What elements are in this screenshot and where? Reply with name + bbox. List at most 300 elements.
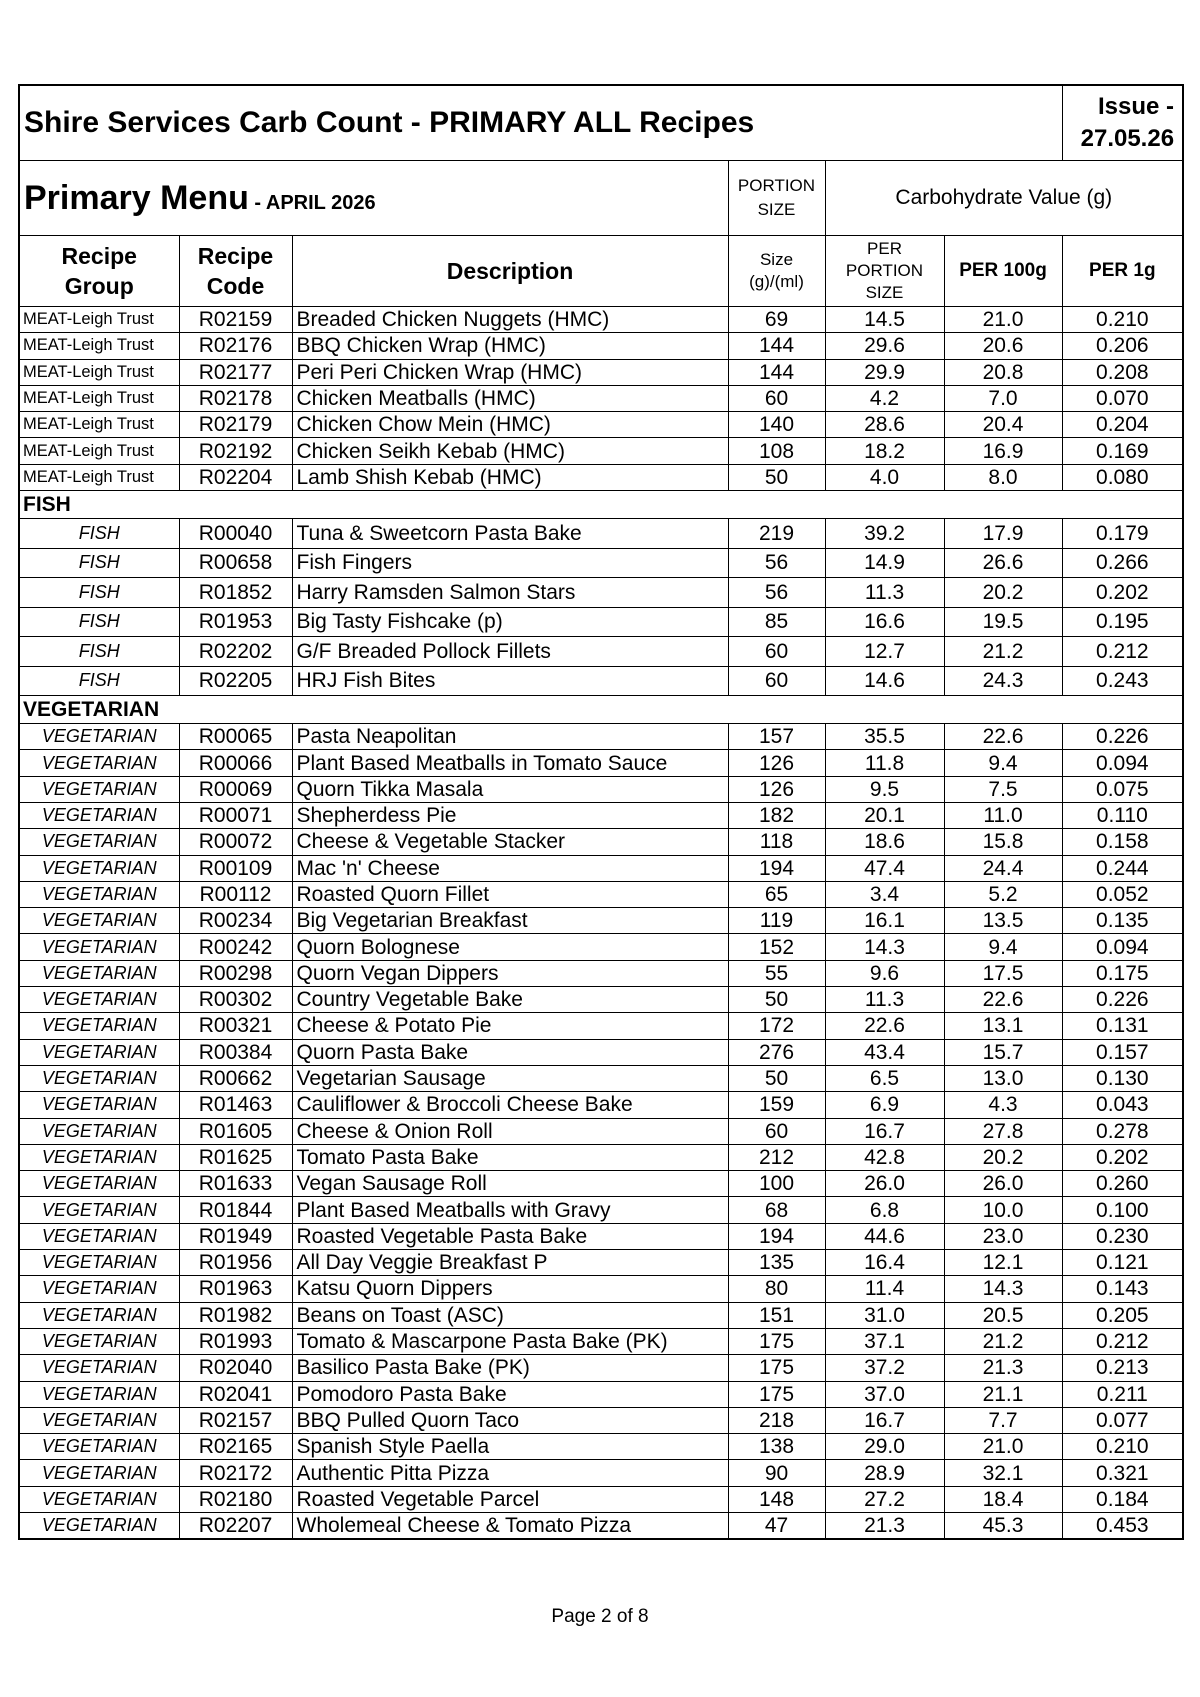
recipe-group-cell: VEGETARIAN	[19, 1013, 179, 1039]
size-cell: 126	[728, 750, 825, 776]
recipe-group-cell: VEGETARIAN	[19, 1223, 179, 1249]
per-100g-cell: 24.4	[944, 855, 1062, 881]
col-per-portion	[825, 236, 944, 307]
per-portion-cell: 11.3	[825, 578, 944, 608]
table-row	[19, 1276, 1183, 1302]
per-100g-cell: 23.0	[944, 1223, 1062, 1249]
description-cell: Shepherdess Pie	[292, 802, 728, 828]
recipe-code-cell: R01625	[179, 1144, 292, 1170]
per-1g-cell: 0.100	[1062, 1197, 1183, 1223]
per-portion-cell: 28.9	[825, 1460, 944, 1486]
description-cell: Basilico Pasta Bake (PK)	[292, 1355, 728, 1381]
size-cell: 172	[728, 1013, 825, 1039]
per-100g-cell: 17.9	[944, 519, 1062, 549]
size-cell: 118	[728, 829, 825, 855]
table-row	[19, 1092, 1183, 1118]
description-cell: Wholemeal Cheese & Tomato Pizza	[292, 1512, 728, 1539]
recipe-group-cell: MEAT-Leigh Trust	[19, 412, 179, 438]
title-row	[19, 85, 1183, 161]
per-100g-cell: 15.8	[944, 829, 1062, 855]
per-100g-cell: 21.1	[944, 1381, 1062, 1407]
per-1g-cell: 0.202	[1062, 1144, 1183, 1170]
per-1g-cell: 0.210	[1062, 307, 1183, 333]
col-recipe-group-l1: Recipe	[61, 243, 137, 269]
per-portion-cell: 29.0	[825, 1434, 944, 1460]
recipe-group-cell: VEGETARIAN	[19, 750, 179, 776]
description-cell: Beans on Toast (ASC)	[292, 1302, 728, 1328]
size-cell: 47	[728, 1512, 825, 1539]
per-1g-cell: 0.202	[1062, 578, 1183, 608]
per-portion-cell: 29.9	[825, 359, 944, 385]
table-row	[19, 1118, 1183, 1144]
col-description: Description	[292, 236, 728, 307]
per-portion-cell: 42.8	[825, 1144, 944, 1170]
per-portion-cell: 11.8	[825, 750, 944, 776]
table-row	[19, 464, 1183, 490]
table-row	[19, 1039, 1183, 1065]
description-cell: Pomodoro Pasta Bake	[292, 1381, 728, 1407]
size-cell: 55	[728, 960, 825, 986]
size-cell: 138	[728, 1434, 825, 1460]
description-cell: Authentic Pitta Pizza	[292, 1460, 728, 1486]
per-1g-cell: 0.169	[1062, 438, 1183, 464]
per-100g-cell: 9.4	[944, 750, 1062, 776]
recipe-group-cell: VEGETARIAN	[19, 1512, 179, 1539]
per-portion-cell: 37.2	[825, 1355, 944, 1381]
recipe-group-cell: FISH	[19, 548, 179, 578]
per-100g-cell: 26.0	[944, 1171, 1062, 1197]
recipe-group-cell: VEGETARIAN	[19, 802, 179, 828]
per-portion-cell: 16.1	[825, 908, 944, 934]
recipe-code-cell: R01953	[179, 607, 292, 637]
per-portion-cell: 16.7	[825, 1407, 944, 1433]
section-heading: FISH	[19, 491, 1183, 519]
per-1g-cell: 0.266	[1062, 548, 1183, 578]
col-recipe-group-l2: Group	[64, 273, 134, 299]
table-row	[19, 776, 1183, 802]
per-100g-cell: 20.8	[944, 359, 1062, 385]
per-1g-cell: 0.230	[1062, 1223, 1183, 1249]
description-cell: Tuna & Sweetcorn Pasta Bake	[292, 519, 728, 549]
description-cell: Plant Based Meatballs with Gravy	[292, 1197, 728, 1223]
per-portion-cell: 22.6	[825, 1013, 944, 1039]
size-cell: 140	[728, 412, 825, 438]
recipe-group-cell: VEGETARIAN	[19, 1302, 179, 1328]
description-cell: Big Tasty Fishcake (p)	[292, 607, 728, 637]
per-100g-cell: 22.6	[944, 724, 1062, 750]
description-cell: Country Vegetable Bake	[292, 987, 728, 1013]
table-row	[19, 607, 1183, 637]
table-row	[19, 385, 1183, 411]
per-100g-cell: 8.0	[944, 464, 1062, 490]
table-row	[19, 307, 1183, 333]
recipe-code-cell: R02040	[179, 1355, 292, 1381]
col-recipe-code-l2: Code	[206, 273, 265, 299]
size-cell: 159	[728, 1092, 825, 1118]
size-cell: 60	[728, 1118, 825, 1144]
description-cell: Big Vegetarian Breakfast	[292, 908, 728, 934]
per-portion-cell: 6.9	[825, 1092, 944, 1118]
description-cell: All Day Veggie Breakfast P	[292, 1250, 728, 1276]
per-100g-cell: 21.0	[944, 1434, 1062, 1460]
portion-line-2: SIZE	[757, 200, 796, 219]
recipe-group-cell: VEGETARIAN	[19, 1381, 179, 1407]
per-1g-cell: 0.321	[1062, 1460, 1183, 1486]
recipe-group-cell: VEGETARIAN	[19, 1486, 179, 1512]
per-1g-cell: 0.080	[1062, 464, 1183, 490]
description-cell: Quorn Bolognese	[292, 934, 728, 960]
size-cell: 212	[728, 1144, 825, 1170]
recipe-code-cell: R00321	[179, 1013, 292, 1039]
recipe-group-cell: VEGETARIAN	[19, 1328, 179, 1354]
per-portion-cell: 21.3	[825, 1512, 944, 1539]
recipe-group-cell: VEGETARIAN	[19, 960, 179, 986]
column-header-row	[19, 236, 1183, 307]
recipe-code-cell: R02172	[179, 1460, 292, 1486]
table-row	[19, 960, 1183, 986]
recipe-code-cell: R02179	[179, 412, 292, 438]
recipe-code-cell: R00112	[179, 881, 292, 907]
recipe-code-cell: R01963	[179, 1276, 292, 1302]
recipe-code-cell: R00298	[179, 960, 292, 986]
per-portion-cell: 20.1	[825, 802, 944, 828]
per-portion-cell: 16.4	[825, 1250, 944, 1276]
recipe-group-cell: VEGETARIAN	[19, 987, 179, 1013]
recipe-group-cell: VEGETARIAN	[19, 1434, 179, 1460]
per-100g-cell: 5.2	[944, 881, 1062, 907]
size-cell: 175	[728, 1381, 825, 1407]
description-cell: Fish Fingers	[292, 548, 728, 578]
per-1g-cell: 0.208	[1062, 359, 1183, 385]
per-portion-cell: 6.5	[825, 1065, 944, 1091]
recipe-group-cell: VEGETARIAN	[19, 829, 179, 855]
recipe-group-cell: MEAT-Leigh Trust	[19, 359, 179, 385]
per-1g-cell: 0.175	[1062, 960, 1183, 986]
per-portion-cell: 18.2	[825, 438, 944, 464]
per-1g-cell: 0.453	[1062, 1512, 1183, 1539]
table-row	[19, 1250, 1183, 1276]
per-portion-cell: 47.4	[825, 855, 944, 881]
table-row	[19, 359, 1183, 385]
table-row	[19, 1328, 1183, 1354]
recipe-group-cell: MEAT-Leigh Trust	[19, 438, 179, 464]
recipe-code-cell: R02207	[179, 1512, 292, 1539]
recipe-group-cell: FISH	[19, 607, 179, 637]
per-100g-cell: 45.3	[944, 1512, 1062, 1539]
per-1g-cell: 0.179	[1062, 519, 1183, 549]
table-row	[19, 1302, 1183, 1328]
description-cell: Roasted Quorn Fillet	[292, 881, 728, 907]
recipe-group-cell: VEGETARIAN	[19, 1197, 179, 1223]
table-row	[19, 1460, 1183, 1486]
table-row	[19, 1171, 1183, 1197]
menu-row	[19, 161, 1183, 236]
per-100g-cell: 7.5	[944, 776, 1062, 802]
per-100g-cell: 20.5	[944, 1302, 1062, 1328]
size-cell: 144	[728, 359, 825, 385]
per-1g-cell: 0.143	[1062, 1276, 1183, 1302]
table-row	[19, 908, 1183, 934]
per-portion-cell: 12.7	[825, 637, 944, 667]
description-cell: Lamb Shish Kebab (HMC)	[292, 464, 728, 490]
size-cell: 144	[728, 333, 825, 359]
table-row	[19, 412, 1183, 438]
description-cell: Roasted Vegetable Pasta Bake	[292, 1223, 728, 1249]
size-cell: 157	[728, 724, 825, 750]
per-1g-cell: 0.205	[1062, 1302, 1183, 1328]
recipe-code-cell: R02165	[179, 1434, 292, 1460]
size-cell: 135	[728, 1250, 825, 1276]
per-portion-cell: 27.2	[825, 1486, 944, 1512]
recipe-group-cell: VEGETARIAN	[19, 934, 179, 960]
per-portion-cell: 3.4	[825, 881, 944, 907]
per-portion-cell: 37.1	[825, 1328, 944, 1354]
description-cell: Chicken Meatballs (HMC)	[292, 385, 728, 411]
size-cell: 194	[728, 1223, 825, 1249]
recipe-code-cell: R00065	[179, 724, 292, 750]
per-1g-cell: 0.110	[1062, 802, 1183, 828]
recipe-code-cell: R01463	[179, 1092, 292, 1118]
table-row	[19, 548, 1183, 578]
size-cell: 56	[728, 578, 825, 608]
size-cell: 194	[728, 855, 825, 881]
description-cell: Breaded Chicken Nuggets (HMC)	[292, 307, 728, 333]
per-100g-cell: 26.6	[944, 548, 1062, 578]
col-per-100g: PER 100g	[944, 236, 1062, 307]
recipe-group-cell: VEGETARIAN	[19, 1039, 179, 1065]
size-cell: 50	[728, 1065, 825, 1091]
recipe-group-cell: FISH	[19, 578, 179, 608]
per-100g-cell: 11.0	[944, 802, 1062, 828]
table-row	[19, 1486, 1183, 1512]
recipe-code-cell: R00071	[179, 802, 292, 828]
per-1g-cell: 0.212	[1062, 637, 1183, 667]
recipe-code-cell: R02202	[179, 637, 292, 667]
table-row	[19, 1381, 1183, 1407]
per-1g-cell: 0.184	[1062, 1486, 1183, 1512]
table-row	[19, 724, 1183, 750]
per-portion-cell: 18.6	[825, 829, 944, 855]
per-100g-cell: 21.3	[944, 1355, 1062, 1381]
description-cell: Katsu Quorn Dippers	[292, 1276, 728, 1302]
per-100g-cell: 20.2	[944, 1144, 1062, 1170]
per-portion-cell: 11.4	[825, 1276, 944, 1302]
recipe-group-cell: VEGETARIAN	[19, 776, 179, 802]
recipe-group-cell: MEAT-Leigh Trust	[19, 307, 179, 333]
col-size-l2: (g)/(ml)	[749, 272, 804, 291]
description-cell: BBQ Pulled Quorn Taco	[292, 1407, 728, 1433]
per-portion-cell: 4.0	[825, 464, 944, 490]
description-cell: HRJ Fish Bites	[292, 666, 728, 696]
per-100g-cell: 7.0	[944, 385, 1062, 411]
size-cell: 90	[728, 1460, 825, 1486]
per-100g-cell: 16.9	[944, 438, 1062, 464]
recipe-group-cell: VEGETARIAN	[19, 1118, 179, 1144]
size-cell: 85	[728, 607, 825, 637]
table-row	[19, 333, 1183, 359]
table-row	[19, 1223, 1183, 1249]
table-row	[19, 1013, 1183, 1039]
per-portion-cell: 14.5	[825, 307, 944, 333]
per-100g-cell: 22.6	[944, 987, 1062, 1013]
per-1g-cell: 0.204	[1062, 412, 1183, 438]
per-100g-cell: 24.3	[944, 666, 1062, 696]
per-1g-cell: 0.243	[1062, 666, 1183, 696]
per-100g-cell: 27.8	[944, 1118, 1062, 1144]
description-cell: BBQ Chicken Wrap (HMC)	[292, 333, 728, 359]
recipe-code-cell: R01605	[179, 1118, 292, 1144]
portion-line-1: PORTION	[737, 176, 816, 195]
recipe-group-cell: VEGETARIAN	[19, 1355, 179, 1381]
table-row	[19, 666, 1183, 696]
description-cell: Plant Based Meatballs in Tomato Sauce	[292, 750, 728, 776]
description-cell: Tomato & Mascarpone Pasta Bake (PK)	[292, 1328, 728, 1354]
recipe-code-cell: R02204	[179, 464, 292, 490]
size-cell: 50	[728, 987, 825, 1013]
recipe-group-cell: VEGETARIAN	[19, 908, 179, 934]
recipe-code-cell: R01633	[179, 1171, 292, 1197]
per-portion-cell: 9.5	[825, 776, 944, 802]
description-cell: Peri Peri Chicken Wrap (HMC)	[292, 359, 728, 385]
col-per-portion-l1: PER	[867, 239, 902, 258]
issue-label: Issue -	[1098, 93, 1175, 120]
recipe-code-cell: R00109	[179, 855, 292, 881]
menu-name: Primary Menu	[24, 178, 249, 217]
description-cell: Spanish Style Paella	[292, 1434, 728, 1460]
per-portion-cell: 14.9	[825, 548, 944, 578]
description-cell: Vegan Sausage Roll	[292, 1171, 728, 1197]
carb-value-header: Carbohydrate Value (g)	[825, 161, 1183, 236]
table-row	[19, 750, 1183, 776]
col-recipe-group	[19, 236, 179, 307]
menu-subtitle: - APRIL 2026	[248, 191, 376, 214]
per-1g-cell: 0.211	[1062, 1381, 1183, 1407]
table-row	[19, 855, 1183, 881]
per-1g-cell: 0.157	[1062, 1039, 1183, 1065]
recipe-group-cell: VEGETARIAN	[19, 724, 179, 750]
recipe-code-cell: R02192	[179, 438, 292, 464]
per-portion-cell: 11.3	[825, 987, 944, 1013]
table-row	[19, 1355, 1183, 1381]
col-recipe-code-l1: Recipe	[197, 243, 274, 269]
size-cell: 68	[728, 1197, 825, 1223]
per-1g-cell: 0.052	[1062, 881, 1183, 907]
page-number: Page 2 of 8	[551, 1606, 649, 1627]
fish-section-row	[19, 491, 1183, 519]
per-portion-cell: 31.0	[825, 1302, 944, 1328]
recipe-code-cell: R00234	[179, 908, 292, 934]
table-row	[19, 829, 1183, 855]
size-cell: 182	[728, 802, 825, 828]
per-100g-cell: 13.5	[944, 908, 1062, 934]
col-size-l1: Size	[759, 250, 794, 269]
per-100g-cell: 7.7	[944, 1407, 1062, 1433]
per-1g-cell: 0.206	[1062, 333, 1183, 359]
per-portion-cell: 39.2	[825, 519, 944, 549]
per-100g-cell: 14.3	[944, 1276, 1062, 1302]
recipe-group-cell: FISH	[19, 519, 179, 549]
recipe-code-cell: R00658	[179, 548, 292, 578]
size-cell: 276	[728, 1039, 825, 1065]
description-cell: Chicken Chow Mein (HMC)	[292, 412, 728, 438]
recipe-group-cell: MEAT-Leigh Trust	[19, 464, 179, 490]
recipe-code-cell: R00662	[179, 1065, 292, 1091]
size-cell: 80	[728, 1276, 825, 1302]
document-title: Shire Services Carb Count - PRIMARY ALL Recipes	[19, 85, 1062, 161]
per-100g-cell: 21.2	[944, 1328, 1062, 1354]
per-100g-cell: 12.1	[944, 1250, 1062, 1276]
recipe-code-cell: R00066	[179, 750, 292, 776]
table-row	[19, 1065, 1183, 1091]
per-1g-cell: 0.212	[1062, 1328, 1183, 1354]
size-cell: 108	[728, 438, 825, 464]
recipe-group-cell: VEGETARIAN	[19, 1460, 179, 1486]
description-cell: Vegetarian Sausage	[292, 1065, 728, 1091]
recipe-code-cell: R02157	[179, 1407, 292, 1433]
per-100g-cell: 20.6	[944, 333, 1062, 359]
per-1g-cell: 0.077	[1062, 1407, 1183, 1433]
table-row	[19, 802, 1183, 828]
recipe-code-cell: R02177	[179, 359, 292, 385]
per-portion-cell: 26.0	[825, 1171, 944, 1197]
per-portion-cell: 14.6	[825, 666, 944, 696]
recipe-code-cell: R01949	[179, 1223, 292, 1249]
recipe-group-cell: FISH	[19, 637, 179, 667]
per-100g-cell: 32.1	[944, 1460, 1062, 1486]
per-1g-cell: 0.210	[1062, 1434, 1183, 1460]
per-100g-cell: 20.2	[944, 578, 1062, 608]
per-100g-cell: 19.5	[944, 607, 1062, 637]
per-portion-cell: 44.6	[825, 1223, 944, 1249]
per-1g-cell: 0.070	[1062, 385, 1183, 411]
size-cell: 65	[728, 881, 825, 907]
size-cell: 175	[728, 1355, 825, 1381]
per-1g-cell: 0.135	[1062, 908, 1183, 934]
size-cell: 119	[728, 908, 825, 934]
per-portion-cell: 37.0	[825, 1381, 944, 1407]
per-100g-cell: 17.5	[944, 960, 1062, 986]
per-1g-cell: 0.260	[1062, 1171, 1183, 1197]
table-row	[19, 1407, 1183, 1433]
recipe-group-cell: VEGETARIAN	[19, 855, 179, 881]
per-portion-cell: 9.6	[825, 960, 944, 986]
recipe-group-cell: MEAT-Leigh Trust	[19, 385, 179, 411]
carb-table	[18, 84, 1184, 1540]
per-1g-cell: 0.158	[1062, 829, 1183, 855]
description-cell: Tomato Pasta Bake	[292, 1144, 728, 1170]
size-cell: 50	[728, 464, 825, 490]
per-1g-cell: 0.131	[1062, 1013, 1183, 1039]
col-recipe-code	[179, 236, 292, 307]
per-100g-cell: 15.7	[944, 1039, 1062, 1065]
per-1g-cell: 0.075	[1062, 776, 1183, 802]
table-row	[19, 1197, 1183, 1223]
per-100g-cell: 13.1	[944, 1013, 1062, 1039]
description-cell: Quorn Pasta Bake	[292, 1039, 728, 1065]
size-cell: 175	[728, 1328, 825, 1354]
recipe-code-cell: R02180	[179, 1486, 292, 1512]
description-cell: Quorn Tikka Masala	[292, 776, 728, 802]
per-100g-cell: 20.4	[944, 412, 1062, 438]
recipe-code-cell: R01993	[179, 1328, 292, 1354]
table-row	[19, 438, 1183, 464]
per-1g-cell: 0.043	[1062, 1092, 1183, 1118]
recipe-group-cell: VEGETARIAN	[19, 1276, 179, 1302]
recipe-group-cell: VEGETARIAN	[19, 1144, 179, 1170]
description-cell: Cheese & Onion Roll	[292, 1118, 728, 1144]
table-row	[19, 881, 1183, 907]
description-cell: Chicken Seikh Kebab (HMC)	[292, 438, 728, 464]
